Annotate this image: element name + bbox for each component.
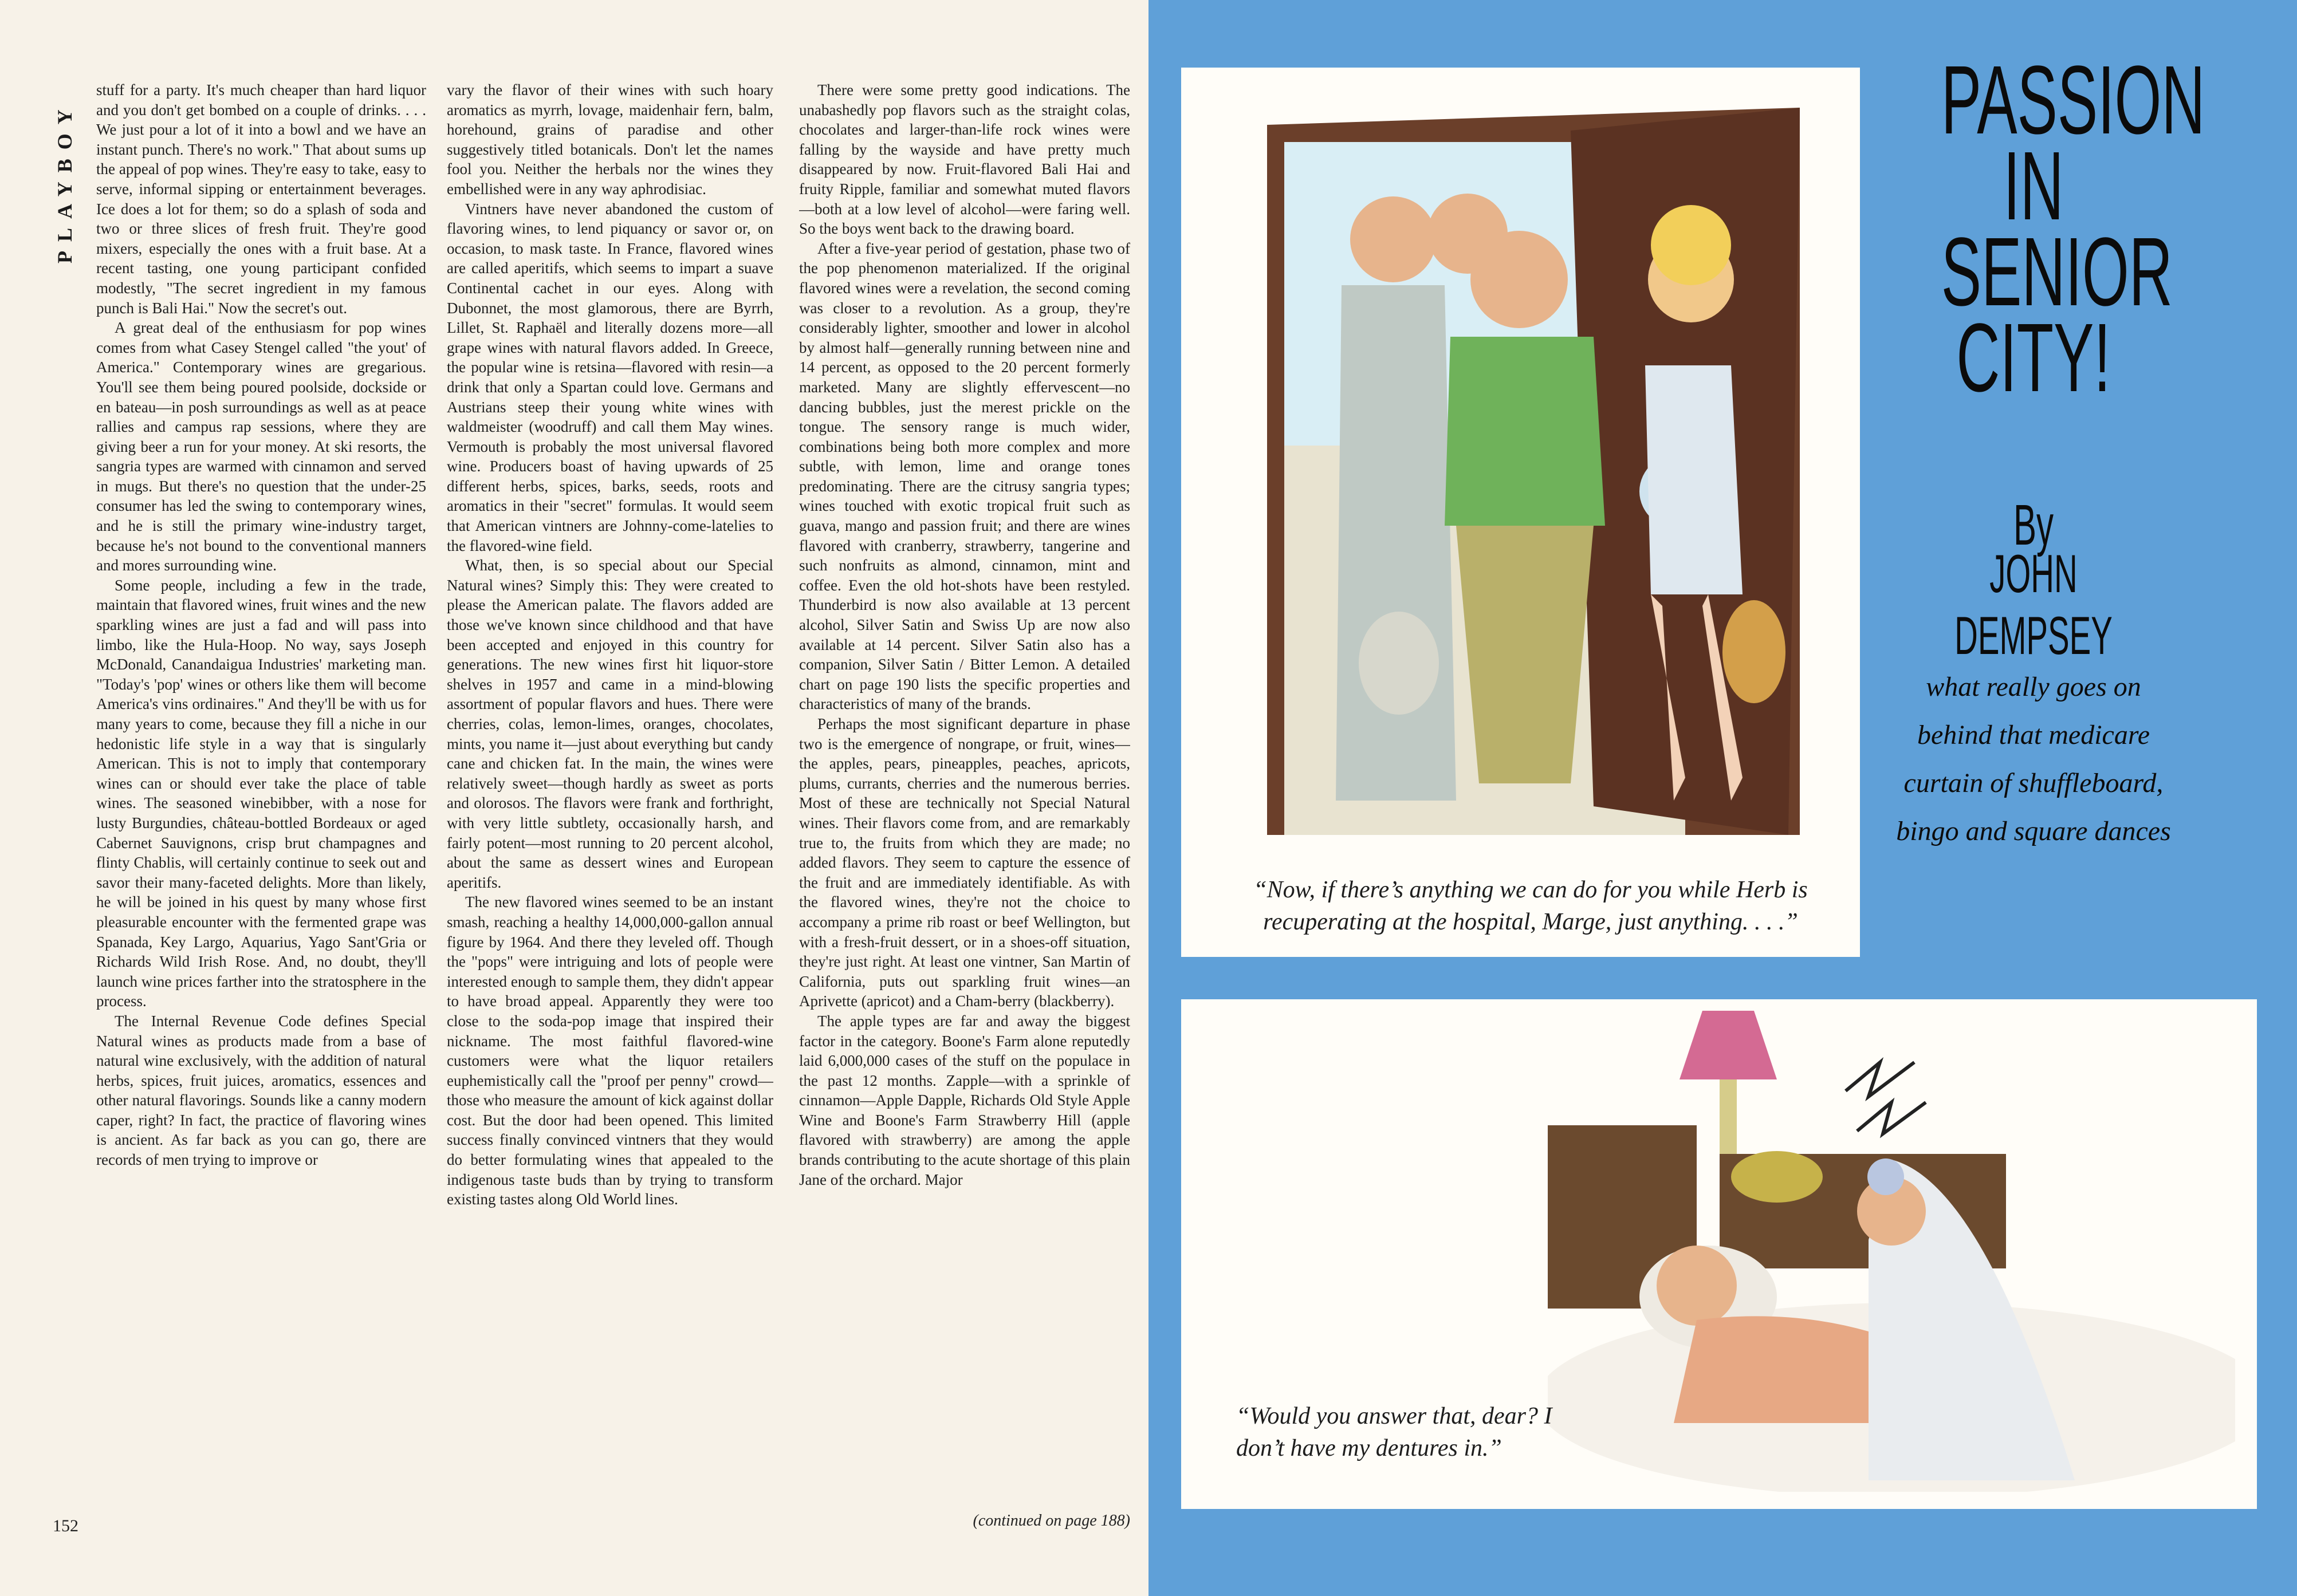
- text-column-2: [447, 80, 773, 1529]
- running-head: PLAYBOY: [53, 100, 76, 263]
- title-line: IN: [2003, 132, 2064, 241]
- paragraph: There were some pretty good indications. The unabashedly pop flavors such as the straight colas, chocolates and larger-than-life rock wines were falling by the wayside and have pretty much disappeared by now. Fruit-flavored Bali Hai and fruity Ripple, familiar and somewhat muted flavors—both at a low level of alcohol—were faring well. So the boys went back to the drawing board.: [799, 81, 1130, 238]
- paragraph: The Internal Revenue Code defines Special Natural wines as products made from a base of natural wine exclusively, with the addition of natural herbs, spices, fruit juices, aromatics, essences and other natural flavorings. Sounds like a canny modern caper, right? In fact, the practice of flavoring wines is ancient. As far back as you can go, there are records of men trying to improve or: [96, 1012, 426, 1169]
- article-title: [1941, 46, 2205, 412]
- text-column-1: [96, 80, 426, 1529]
- cartoon-bedroom-illustration: [1548, 1011, 2235, 1492]
- paragraph: Vintners have never abandoned the custom of flavoring wines, to lend piquancy or savor or, on occasion, to mask taste. In France, flavored wines are called aperitifs, which seems to impart a suave Continental cachet in our eyes. Along with Dubonnet, the most glamorous, there are Byrrh, Lillet, St. Raphaël and literally dozens more—all grape wines with natural flavors added. In Greece, the popular wine is retsina—flavored with resin—a drink that only a Spartan could love. Germans and Austrians steep their young white wines with waldmeister (woodruff) and call them May wines. Vermouth is probably the most universal flavored wine. Producers boast of having upwards of 25 different herbs, spices, barks, seeds, roots and aromatics in their "secret" formulas. It would seem that American vintners are Johnny-come-latelies to the flavored-wine field.: [447, 200, 773, 554]
- paragraph: The apple types are far and away the biggest factor in the category. Boone's Farm alone reputedly laid 6,000,000 cases of the stuff on the populace in the past 12 months. Zapple—with a sprinkle of cinnamon—Apple Dapple, Richards Old Style Apple Wine and Boone's Farm Strawberry Hill (apple flavored with strawberry) are among the apple brands contributing to the acute shortage of this plain Jane of the orchard. Major: [799, 1012, 1130, 1188]
- cartoon-panel-2: [1181, 999, 2257, 1509]
- paragraph: What, then, is so special about our Special Natural wines? Simply this: They were created to please the American palate. The flavors added are those we've known since childhood and that have been accepted and enjoyed in this country for generations. The new wines first hit liquor-store shelves in 1957 and came in a mind-blowing assortment of popular flavors and hues. There were cherries, colas, lemon-limes, oranges, chocolates, mints, you name it—just about everything but candy cane and chicken fat. In the main, the wines were relatively sweet—though hardly as sweet as ports and olorosos. The flavors were frank and forthright, with very little subtlety, occasionally harsh, and fairly potent—most running to 20 percent alcohol, about the same as dessert wines and European aperitifs.: [447, 557, 773, 891]
- paragraph: stuff for a party. It's much cheaper than hard liquor and you don't get bombed on a couple of drinks. . . . We just pour a lot of it into a bowl and we have an instant punch. There's no work." That about sums up the appeal of pop wines. They're easy to take, easy to serve, informal sipping or entertainment beverages. Ice does a lot for them; so do a splash of soda and two or three slices of fresh fruit. They're good mixers, especially the ones with a fruit base. At a recent tasting, one young participant confided modestly, "The secret ingredient in my famous punch is Bali Hai." Now the secret's out.: [96, 81, 426, 317]
- byline: By: [2013, 493, 2054, 557]
- continued-note: (continued on page 188): [973, 1512, 1130, 1530]
- title-line: PASSION: [1941, 46, 2205, 155]
- cartoon-caption-2: “Would you answer that, dear? I don’t have my dentures in.”: [1236, 1403, 1552, 1461]
- cartoon-caption-1: “Now, if there’s anything we can do for you while Herb is recuperating at the hospital, Marge, just anything. . . .”: [1253, 877, 1808, 935]
- paragraph: The new flavored wines seemed to be an instant smash, reaching a healthy 14,000,000-gallon annual figure by 1964. And there they leveled off. Though the "pops" were intriguing and lots of people were interested enough to sample them, they didn't appear to have broad appeal. Apparently they were too close to the soda-pop image that inspired their nickname. The most faithful flavored-wine customers were what the liquor retailers euphemistically call the "proof per penny" crowd—those who measure the amount of kick against dollar cost. But the door had been opened. This limited success finally convinced vintners that they would do better formulating wines that appealed to the indigenous taste buds than by trying to transform existing tastes along Old World lines.: [447, 893, 773, 1208]
- author-name: JOHN DEMPSEY: [1954, 543, 2113, 665]
- article-deck: what really goes on behind that medicare curtain of shuffleboard, bingo and square dances: [1896, 672, 2171, 846]
- paragraph: vary the flavor of their wines with such hoary aromatics as myrrh, lovage, maidenhair fern, balm, horehound, grains of paradise and other suggestively titled botanicals. Don't let the names fool you. Neither the herbals nor the wines they embellished were in any way aphrodisiac.: [447, 81, 773, 198]
- text-column-3: [799, 80, 1130, 1529]
- left-page: [0, 0, 1148, 1596]
- title-line: SENIOR: [1941, 218, 2173, 326]
- cartoon-doorway-illustration: [1250, 90, 1823, 858]
- paragraph: Some people, including a few in the trade, maintain that flavored wines, fruit wines and the new sparkling wines are just a fad and will pass into limbo, like the Hula-Hoop. No way, says Joseph McDonald, Canandaigua Industries' marketing man. "Today's 'pop' wines or others like them will become America's vins ordinaires." And they'll be with us for many years to come, because they fill a niche in our hedonistic life style in a way that is singularly American. This is not to imply that contemporary wines can or should ever take the place of table wines. The seasoned winebibber, with a nose for lusty Burgundies, château-bottled Bordeaux or aged Cabernet Sauvignons, crisp brut champagnes and flinty Chablis, will certainly continue to seek out and savor their many-faceted delights. More than likely, he will be joined in his quest by many whose first pleasurable encounter with the fermented grape was Spanada, Key Largo, Aquarius, Yago Sant'Gria or Richards Wild Irish Rose. And, no doubt, they'll launch wine prices farther into the stratosphere in the process.: [96, 576, 426, 1010]
- cartoon-panel-1: [1181, 68, 1860, 957]
- paragraph: Perhaps the most significant departure in phase two is the emergence of nongrape, or fruit, wines—the apples, pears, pineapples, peaches, apricots, plums, currants, cherries and the numerous berries. Most of these are technically not Special Natural wines. Their flavors come from, and are remarkably true to, the fruits from which they are made; no added flavors. They seem to capture the essence of the fruit and are immediately identifiable. As with the flavored wines, they're not the choice to accompany a prime rib roast or beef Wellington, but with a fresh-fruit dessert, or in a shoes-off situation, they're just right. At least one vintner, San Martin of California, puts out sparkling fruit wines—an Aprivette (apricot) and a Cham-berry (blackberry).: [799, 715, 1130, 1010]
- paragraph: A great deal of the enthusiasm for pop wines comes from what Casey Stengel called "the yout' of America." Contemporary wines are gregarious. You'll see them being poured poolside, dockside or en bateau—in posh surroundings as well as at peace rallies and campus rap sessions, where they are giving beer a run for your money. At ski resorts, the sangria types are warmed with cinnamon and served in mugs. But there's no question that the under-25 consumer has led the swing to contemporary wines, and he is still the primary wine-industry target, because he's not bound to the conventional manners and mores surrounding wine.: [96, 319, 426, 574]
- page-number: 152: [53, 1516, 78, 1535]
- paragraph: After a five-year period of gestation, phase two of the pop phenomenon materialized. If the original flavored wines were a revelation, the second coming was closer to a revolution. As a group, they're considerably lighter, smoother and lower in alcohol by almost half—generally running between nine and 14 percent, as opposed to the 20 percent formerly marketed. Many are slightly effervescent—no dancing bubbles, just the merest prickle on the tongue. The sensory range is much wider, combinations being both more complex and more subtle, with lemon, lime and orange tones predominating. There are the citrusy sangria types; wines touched with exotic tropical fruit such as guava, mango and passion fruit; and there are wines flavored with cranberry, strawberry, tangerine and such nonfruits as almond, cinnamon, mint and coffee. Even the old hot-shots have been restyled. Thunderbird is now also available at 13 percent alcohol, Silver Satin and Swiss Up are now also available at 14 percent. Silver Satin also has a companion, Silver Satin / Bitter Lemon. A detailed chart on page 190 lists the specific properties and characteristics of many of the brands.: [799, 239, 1130, 713]
- title-line: CITY!: [1956, 304, 2111, 412]
